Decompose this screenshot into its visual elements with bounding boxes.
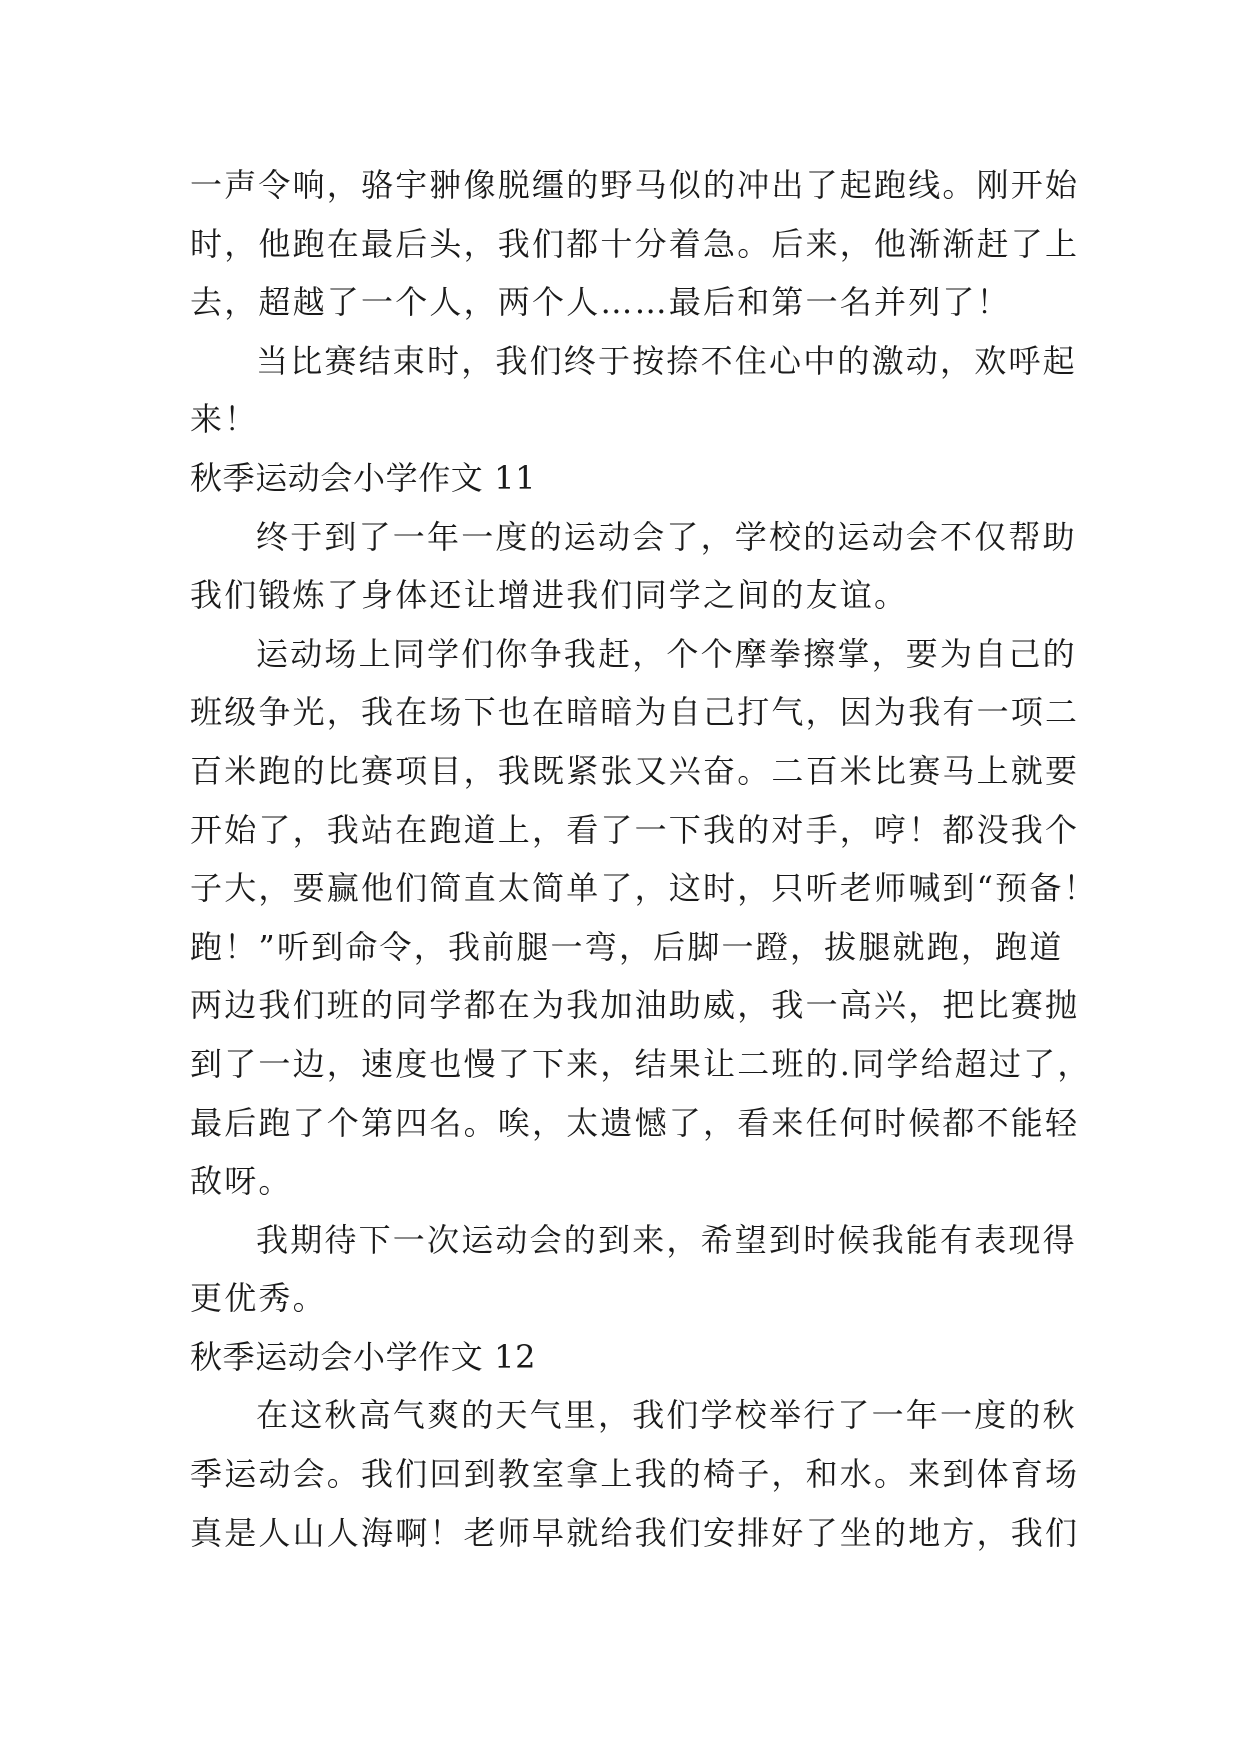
text-line: 一声令响，骆宇翀像脱缰的野马似的冲出了起跑线。刚开始 <box>190 166 1080 204</box>
paragraph-start-line: 我期待下一次运动会的到来，希望到时候我能有表现得 <box>256 1220 1077 1259</box>
paragraph-start-line: 当比赛结束时，我们终于按捺不住心中的激动，欢呼起 <box>256 341 1077 380</box>
text-line: 最后跑了个第四名。唉，太遗憾了，看来任何时候都不能轻 <box>190 1103 1080 1142</box>
text-line: 子大，要赢他们简直太简单了，这时，只听老师喊到“预备！ <box>190 869 1098 908</box>
section-heading: 秋季运动会小学作文 11 <box>190 458 537 497</box>
text-line: 季运动会。我们回到教室拿上我的椅子，和水。来到体育场 <box>190 1455 1080 1494</box>
text-line: 开始了，我站在跑道上，看了一下我的对手，哼！都没我个 <box>190 810 1080 849</box>
text-line: 敌呀。 <box>190 1162 293 1201</box>
paragraph-start-line: 在这秋高气爽的天气里，我们学校举行了一年一度的秋 <box>256 1396 1077 1435</box>
section-heading: 秋季运动会小学作文 12 <box>190 1337 537 1376</box>
text-line: 我们锻炼了身体还让增进我们同学之间的友谊。 <box>190 576 909 615</box>
text-line: 更优秀。 <box>190 1279 327 1318</box>
text-line: 去，超越了一个人，两个人……最后和第一名并列了！ <box>190 283 1011 322</box>
paragraph-start-line: 运动场上同学们你争我赶，个个摩拳擦掌，要为自己的 <box>256 634 1077 673</box>
text-line: 两边我们班的同学都在为我加油助威，我一高兴，把比赛抛 <box>190 986 1080 1025</box>
text-line: 班级争光，我在场下也在暗暗为自己打气，因为我有一项二 <box>190 693 1080 732</box>
document-body <box>190 156 1098 1562</box>
text-line: 时，他跑在最后头，我们都十分着急。后来，他渐渐赶了上 <box>190 224 1080 263</box>
text-line: 到了一边，速度也慢了下来，结果让二班的.同学给超过了， <box>190 1044 1092 1083</box>
text-line: 真是人山人海啊！老师早就给我们安排好了坐的地方，我们 <box>190 1513 1080 1552</box>
text-line: 百米跑的比赛项目，我既紧张又兴奋。二百米比赛马上就要 <box>190 751 1080 790</box>
text-line: 来！ <box>190 400 259 439</box>
paragraph-start-line: 终于到了一年一度的运动会了，学校的运动会不仅帮助 <box>256 517 1077 556</box>
text-line: 跑！”听到命令，我前腿一弯，后脚一蹬，拔腿就跑，跑道 <box>190 927 1064 966</box>
